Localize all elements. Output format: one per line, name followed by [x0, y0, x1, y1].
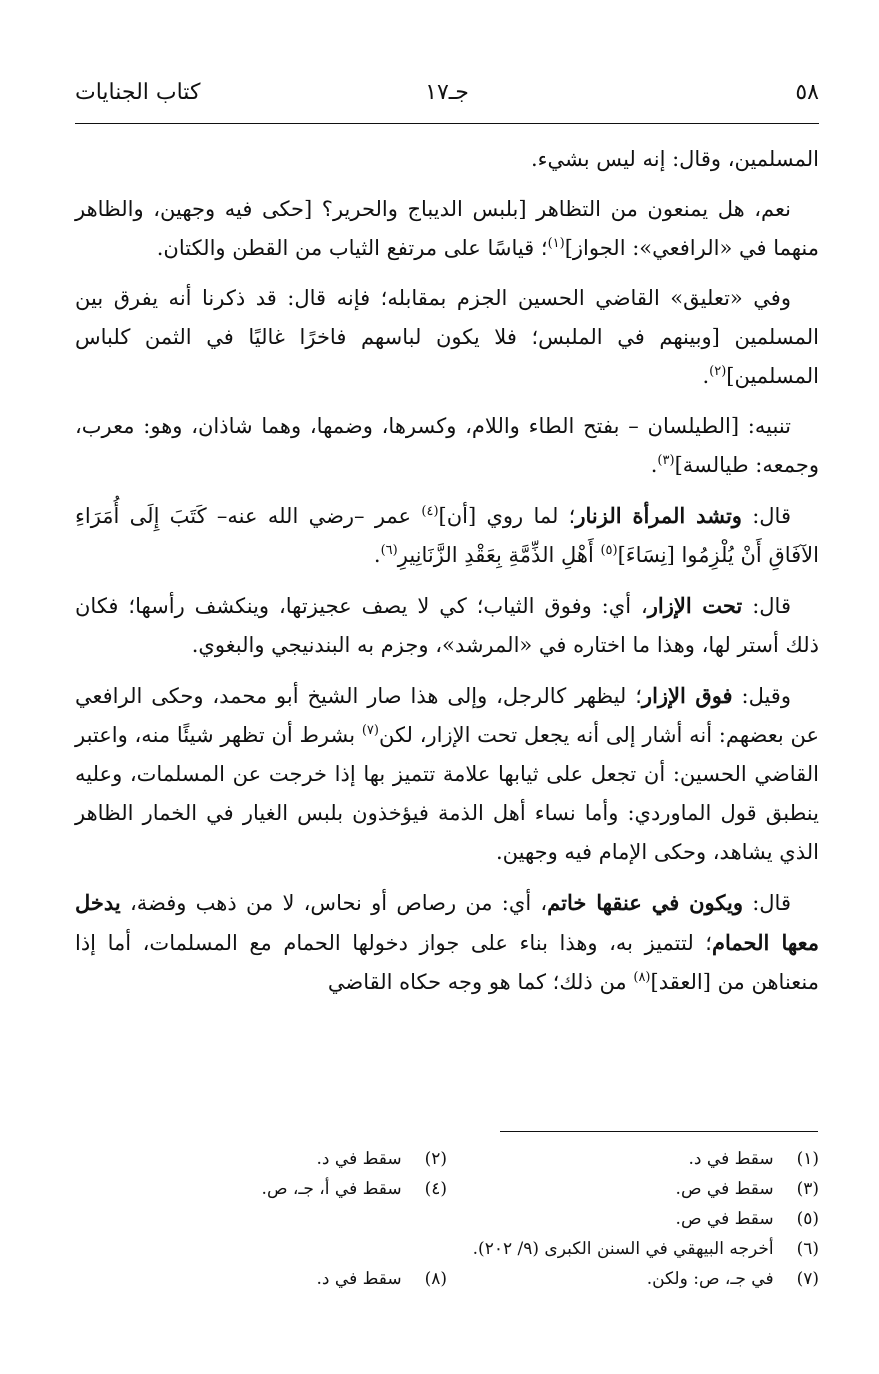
volume-label: جـ١٧: [425, 80, 469, 105]
matn-quote: تحت الإزار: [647, 593, 743, 618]
footnote-8: (٨) سقط في د.: [316, 1269, 447, 1289]
text-segment: وفي «تعليق» القاضي الحسين الجزم بمقابله؛ فإنه قال: قد ذكرنا أنه يفرق بين المسلمين [وبينهم في الملبس؛ فلا يكون لباسهم فاخرًا غاليًا في الثمن كلباس المسلمين]: [75, 286, 819, 388]
text-segment: بشرط أن تظهر شيئًا منه، واعتبر القاضي الحسين: أن تجعل على ثيابها علامة تتميز بها إذا خرجت عن المسلمات، وعليه ينطبق قول الماوردي: وأما نساء أهل الذمة فيؤخذون بلبس الغيار في الخمار الظاهر الذي يشاهد، وحكى الإمام فيه وجهين.: [75, 723, 819, 864]
text-segment: من ذلك؛ كما هو وجه حكاه القاضي: [327, 970, 634, 994]
matn-quote: ويكون في عنقها خاتم: [547, 890, 743, 915]
footnote-divider: [500, 1131, 818, 1132]
footnote-ref: (٨): [633, 970, 651, 985]
footnote-ref: (٢): [709, 364, 727, 379]
footnote-5: (٥) سقط في ص.: [675, 1209, 819, 1229]
paragraph: [75, 407, 819, 485]
matn-quote: فوق الإزار: [641, 683, 733, 708]
paragraph: [75, 279, 819, 396]
footnote-row: [75, 1174, 819, 1204]
header-divider: [75, 123, 819, 124]
paragraph: [75, 496, 819, 575]
paragraph: [75, 586, 819, 665]
footnote-ref: (٥): [600, 543, 618, 558]
footnote-row: [75, 1234, 819, 1264]
text-segment: ؛ ليظهر كالرجل، وإلى هذا صار الشيخ أبو محمد، وحكى الرافعي عن بعضهم: أنه أشار إلى أنه يجعل تحت الإزار، لكن: [75, 684, 819, 747]
footnote-7: (٧) في جـ، ص: ولكن.: [646, 1269, 819, 1289]
footnote-ref: (١): [547, 236, 565, 251]
footnote-row: [75, 1204, 819, 1234]
paragraph: [75, 676, 819, 872]
footnote-row: [75, 1144, 819, 1174]
footnote-ref: (٦): [380, 543, 398, 558]
text-segment: ؛ لتتميز به، وهذا بناء على جواز دخولها الحمام مع المسلمات، أما إذا منعناهن من [العقد]: [75, 931, 819, 994]
text-segment: أَهْلِ الذِّمَّةِ بِعَقْدِ الزَّنَانِيرِ: [397, 543, 601, 567]
matn-quote: وتشد المرأة الزنار: [575, 503, 742, 528]
footnote-ref: (٧): [361, 723, 379, 738]
paragraph: [75, 190, 819, 268]
page-header: [75, 80, 819, 120]
footnote-6: (٦) أخرجه البيهقي في السنن الكبرى (٩/ ٢٠٢).: [472, 1239, 819, 1259]
text-segment: ، أي: وفوق الثياب؛ كي لا يصف عجيزتها، وينكشف رأسها؛ فكان ذلك أستر لها، وهذا ما اختاره في «المرشد»، وجزم به البندنيجي والبغوي.: [75, 594, 819, 657]
main-text: [75, 140, 819, 1013]
page-number: ٥٨: [795, 80, 819, 105]
text-segment: .: [702, 364, 710, 388]
text-segment: عمر –رضي الله عنه– كَتَبَ إِلَى أُمَرَاءِ الآفَاقِ أَنْ يُلْزِمُوا [نِسَاءَ]: [75, 504, 819, 567]
paragraph: [75, 140, 819, 179]
footnote-row: [75, 1264, 819, 1294]
text-segment: المسلمين، وقال: إنه ليس بشيء.: [531, 147, 819, 171]
matn-quote: يدخل معها الحمام: [75, 890, 819, 955]
text-segment: ؛ لما روي [أن]: [438, 504, 576, 528]
footnote-3: (٣) سقط في ص.: [675, 1179, 819, 1199]
text-segment: قال:: [742, 594, 791, 618]
text-segment: وقيل:: [732, 684, 791, 708]
paragraph: [75, 883, 819, 1002]
footnote-ref: (٣): [657, 453, 675, 468]
book-title: كتاب الجنايات: [75, 80, 201, 105]
footnote-1: (١) سقط في د.: [688, 1149, 819, 1169]
text-segment: قال:: [742, 891, 791, 915]
text-segment: نعم، هل يمنعون من التظاهر [بلبس الديباج والحرير؟ [حكى فيه وجهين، والظاهر منهما في «الرافعي»: الجواز]: [75, 197, 819, 260]
footnote-4: (٤) سقط في أ، جـ، ص.: [261, 1179, 447, 1199]
text-segment: .: [650, 453, 658, 477]
text-segment: ، أي: من رصاص أو نحاس، لا من ذهب وفضة،: [120, 891, 548, 915]
footnotes: [75, 1144, 819, 1294]
footnote-ref: (٤): [421, 504, 439, 519]
text-segment: قال:: [741, 504, 791, 528]
footnote-2: (٢) سقط في د.: [316, 1149, 447, 1169]
text-segment: تنبيه: [الطيلسان – بفتح الطاء واللام، وكسرها، وضمها، وهما شاذان، وهو: معرب، وجمعه: طيالسة]: [75, 414, 819, 477]
text-segment: .: [373, 543, 381, 567]
text-segment: ؛ قياسًا على مرتفع الثياب من القطن والكتان.: [156, 236, 548, 260]
